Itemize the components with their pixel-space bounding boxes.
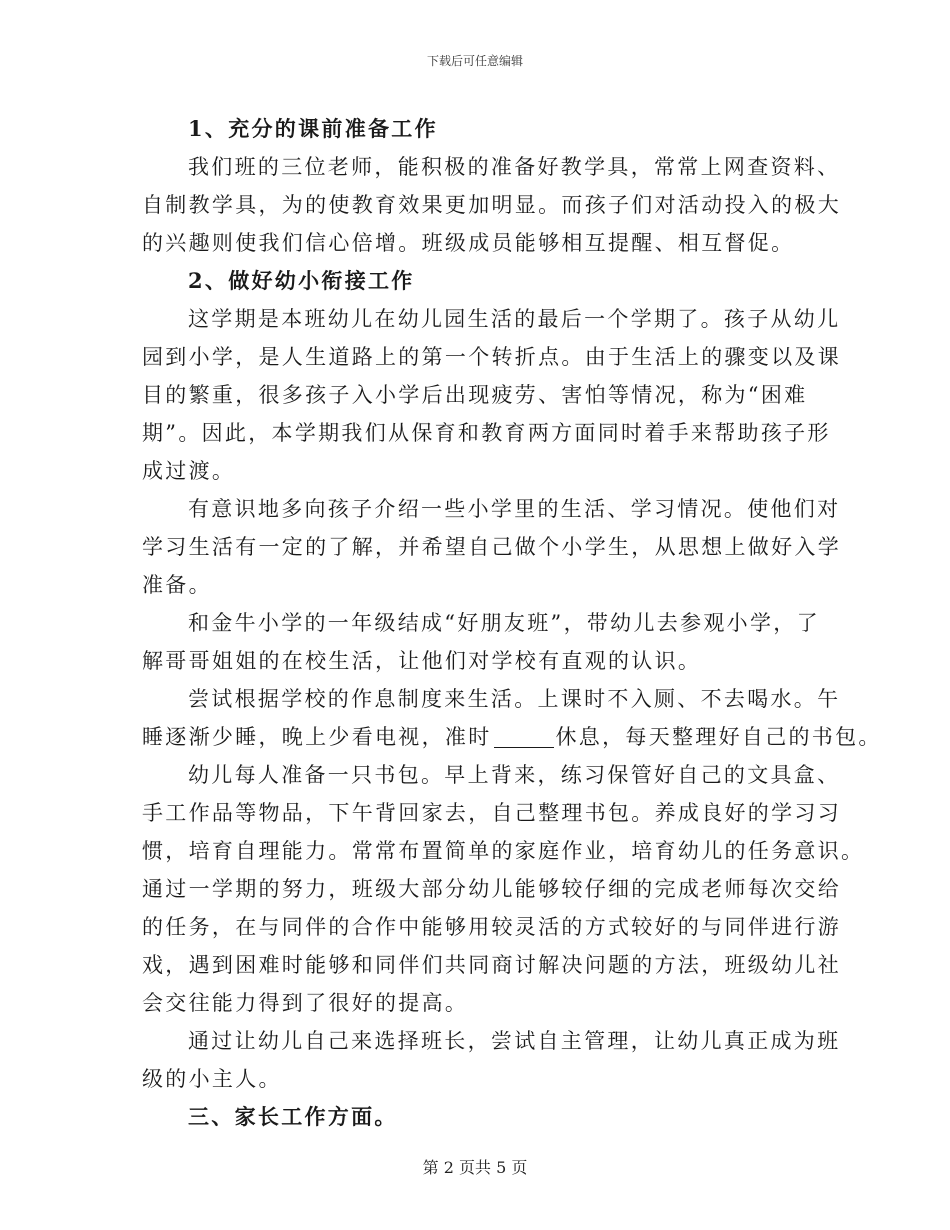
- text-line: 惯，培育自理能力。常常布置简单的家庭作业，培育幼儿的任务意识。: [142, 839, 865, 863]
- text-line: 解哥哥姐姐的在校生活，让他们对学校有直观的认识。: [142, 649, 702, 673]
- text-line: 戏，遇到困难时能够和同伴们共同商讨解决问题的方法，班级幼儿社: [142, 953, 841, 977]
- page-footer: 第 2 页共 5 页: [422, 1158, 528, 1177]
- paragraph: [142, 680, 882, 756]
- text-line: 通过让幼儿自己来选择班长，尝试自主管理，让幼儿真正成为班: [188, 1029, 841, 1053]
- paragraph: [142, 148, 841, 262]
- section-heading: 1、充分的课前准备工作: [188, 116, 438, 141]
- section-heading: 三、家长工作方面。: [188, 1104, 398, 1129]
- paragraph: [142, 490, 841, 604]
- text-line: 期”。因此，本学期我们从保育和教育两方面同时着手来帮助孩子形: [142, 421, 831, 445]
- document-body: [142, 110, 882, 1136]
- paragraph: [142, 1022, 841, 1098]
- text-line: 成过渡。: [142, 459, 236, 483]
- text-line: 的兴趣则使我们信心倍增。班级成员能够相互提醒、相互督促。: [142, 231, 795, 255]
- text-line: 自制教学具，为的使教育效果更加明显。而孩子们对活动投入的极大: [142, 193, 841, 217]
- text-line: 幼儿每人准备一只书包。早上背来，练习保管好自己的文具盒、: [188, 763, 841, 787]
- fill-in-blank: [494, 721, 554, 748]
- text-line: 园到小学，是人生道路上的第一个转折点。由于生活上的骤变以及课: [142, 345, 841, 369]
- paragraph: [142, 604, 820, 680]
- text-line: 学习生活有一定的了解，并希望自己做个小学生，从思想上做好入学: [142, 535, 841, 559]
- text-line: 尝试根据学校的作息制度来生活。上课时不入厕、不去喝水。午: [188, 687, 841, 711]
- text-segment: 休息，每天整理好自己的书包。: [555, 725, 882, 749]
- paragraph: [142, 756, 865, 1022]
- text-line: 有意识地多向孩子介绍一些小学里的生活、学习情况。使他们对: [188, 497, 841, 521]
- text-line: 会交往能力得到了很好的提高。: [142, 991, 469, 1015]
- text-line: 我们班的三位老师，能积极的准备好教学具，常常上网查资料、: [188, 155, 841, 179]
- text-line: 级的小主人。: [142, 1067, 282, 1091]
- text-line: 目的繁重，很多孩子入小学后出现疲劳、害怕等情况，称为“困难: [142, 383, 808, 407]
- text-line: 这学期是本班幼儿在幼儿园生活的最后一个学期了。孩子从幼儿: [188, 307, 841, 331]
- text-line: 的任务，在与同伴的合作中能够用较灵活的方式较好的与同伴进行游: [142, 915, 841, 939]
- text-line: 通过一学期的努力，班级大部分幼儿能够较仔细的完成老师每次交给: [142, 877, 841, 901]
- section-heading: 2、做好幼小衔接工作: [188, 268, 415, 293]
- text-line: 和金牛小学的一年级结成“好朋友班”，带幼儿去参观小学，了: [188, 611, 820, 635]
- page-header: 下载后可任意编辑: [426, 54, 523, 68]
- text-segment: 睡逐渐少睡，晚上少看电视，准时: [142, 725, 492, 749]
- text-line: 准备。: [142, 573, 212, 597]
- text-line: [142, 718, 882, 756]
- paragraph: [142, 300, 841, 490]
- text-line: 手工作品等物品，下午背回家去，自己整理书包。养成良好的学习习: [142, 801, 841, 825]
